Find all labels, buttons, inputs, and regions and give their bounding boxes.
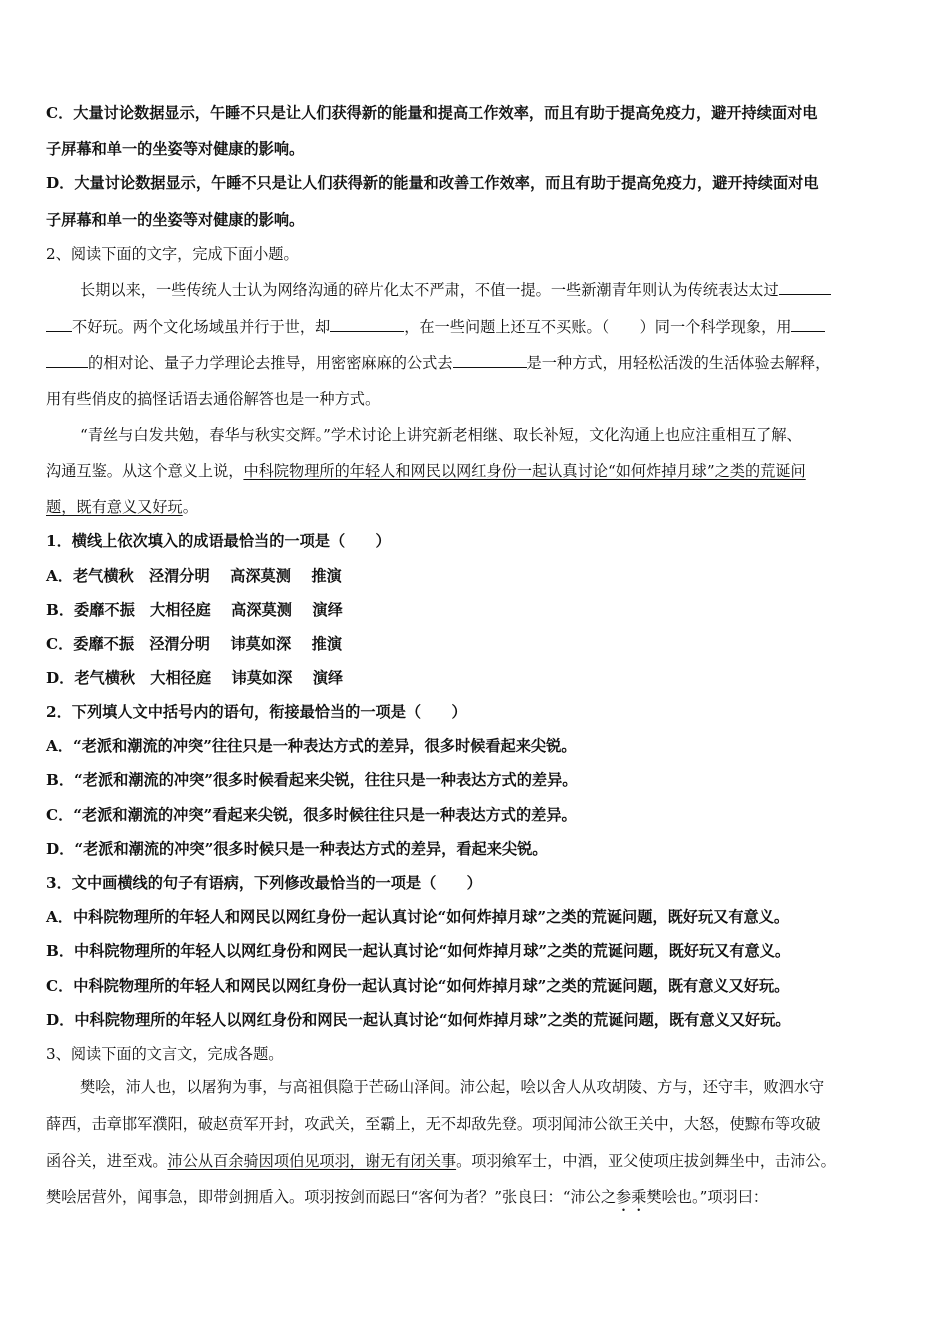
option-d [46, 173, 906, 193]
option-text: 大量讨论数据显示，午睡不只是让人们获得新的能量和提高工作效率，而且有助于提高免疫力，避开持续面对电 [73, 104, 818, 122]
option-letter: C． [46, 104, 74, 122]
fill-blank [330, 316, 404, 332]
option-b: B．“老派和潮流的冲突”很多时候看起来尖锐，往往只是一种表达方式的差异。 [46, 771, 578, 789]
passage-line: 薛西，击章邯军濮阳，破赵贲军开封，攻武关，至霸上，无不却敌先登。项羽闻沛公欲王关中，大怒，使黥布等攻破 [46, 1115, 821, 1133]
section-heading: 2、阅读下面的文字，完成下面小题。 [46, 245, 299, 263]
option-d-cont: 子屏幕和单一的坐姿等对健康的影响。 [46, 211, 305, 229]
option-c [46, 103, 906, 123]
passage-line: 樊哙居营外，闻事急，即带剑拥盾入。项羽按剑而跽曰“客何为者？”张良曰：“沛公之参乘樊哙也。”项羽曰： [46, 1188, 769, 1206]
emphasized-word: 参乘 [616, 1188, 647, 1206]
option-d: D．中科院物理所的年轻人以网红身份和网民一起认真讨论“如何炸掉月球”之类的荒诞问题，既有意义又好玩。 [46, 1011, 791, 1029]
section-heading: 3、阅读下面的文言文，完成各题。 [46, 1045, 284, 1063]
option-a: A．“老派和潮流的冲突”往往只是一种表达方式的差异，很多时候看起来尖锐。 [46, 737, 577, 755]
underlined-sentence: 题，既有意义又好玩 [46, 498, 183, 516]
passage-line: 长期以来，一些传统人士认为网络沟通的碎片化太不严肃，不值一提。一些新潮青年则认为传统表达太过 [80, 279, 906, 300]
passage-line: 不好玩。两个文化场域虽并行于世，却 ，在一些问题上还互不买账。（ ）同一个科学现象，用 [46, 316, 906, 337]
fill-blank [453, 352, 527, 368]
question-stem: 2．下列填人文中括号内的语句，衔接最恰当的一项是（ ） [46, 703, 467, 721]
passage-line: 题，既有意义又好玩。 [46, 498, 198, 516]
option-c-cont: 子屏幕和单一的坐姿等对健康的影响。 [46, 140, 305, 158]
option-c: C．中科院物理所的年轻人和网民以网红身份一起认真讨论“如何炸掉月球”之类的荒诞问题，既有意义又好玩。 [46, 977, 790, 995]
option-b: B．委靡不振 大相径庭 高深莫测 演绎 [46, 601, 343, 619]
question-stem: 3．文中画横线的句子有语病，下列修改最恰当的一项是（ ） [46, 874, 482, 892]
fill-blank [46, 316, 72, 332]
passage-line: 沟通互鉴。从这个意义上说，中科院物理所的年轻人和网民以网红身份一起认真讨论“如何炸掉月球”之类的荒诞问 [46, 462, 806, 480]
option-c: C．委靡不振 泾渭分明 讳莫如深 推演 [46, 635, 343, 653]
passage-line: 樊哙，沛人也，以屠狗为事，与高祖俱隐于芒砀山泽间。沛公起，哙以舍人从攻胡陵、方与，还守丰，败泗水守 [80, 1078, 825, 1096]
passage-line: 用有些俏皮的搞怪话语去通俗解答也是一种方式。 [46, 390, 381, 408]
option-a: A．老气横秋 泾渭分明 高深莫测 推演 [46, 567, 342, 585]
option-a: A．中科院物理所的年轻人和网民以网红身份一起认真讨论“如何炸掉月球”之类的荒诞问题，既好玩又有意义。 [46, 908, 790, 926]
fill-blank [46, 352, 88, 368]
option-d: D．“老派和潮流的冲突”很多时候只是一种表达方式的差异，看起来尖锐。 [46, 840, 548, 858]
option-b: B．中科院物理所的年轻人以网红身份和网民一起认真讨论“如何炸掉月球”之类的荒诞问题，既好玩又有意义。 [46, 942, 791, 960]
option-text: 大量讨论数据显示，午睡不只是让人们获得新的能量和改善工作效率，而且有助于提高免疫力，避开持续面对电 [74, 174, 819, 192]
passage-line: 的相对论、量子力学理论去推导，用密密麻麻的公式去 是一种方式，用轻松活泼的生活体验去解释， [46, 352, 906, 373]
option-c: C．“老派和潮流的冲突”看起来尖锐，很多时候往往只是一种表达方式的差异。 [46, 806, 577, 824]
underlined-sentence: 沛公从百余骑因项伯见项羽，谢无有闭关事 [167, 1152, 457, 1170]
passage-line: “青丝与白发共勉，春华与秋实交辉。”学术讨论上讲究新老相继、取长补短，文化沟通上也应注重相互了解、 [80, 426, 802, 444]
option-letter: D． [46, 174, 75, 192]
fill-blank [791, 316, 825, 332]
fill-blank [779, 279, 831, 295]
underlined-sentence: 中科院物理所的年轻人和网民以网红身份一起认真讨论“如何炸掉月球”之类的荒诞问 [243, 462, 806, 480]
question-stem: 1．横线上依次填入的成语最恰当的一项是（ ） [46, 532, 391, 550]
passage-line: 函谷关，进至戏。沛公从百余骑因项伯见项羽，谢无有闭关事。项羽飨军士，中酒，亚父使项庄拔剑舞坐中，击沛公。 [46, 1152, 836, 1170]
option-d: D．老气横秋 大相径庭 讳莫如深 演绎 [46, 669, 344, 687]
